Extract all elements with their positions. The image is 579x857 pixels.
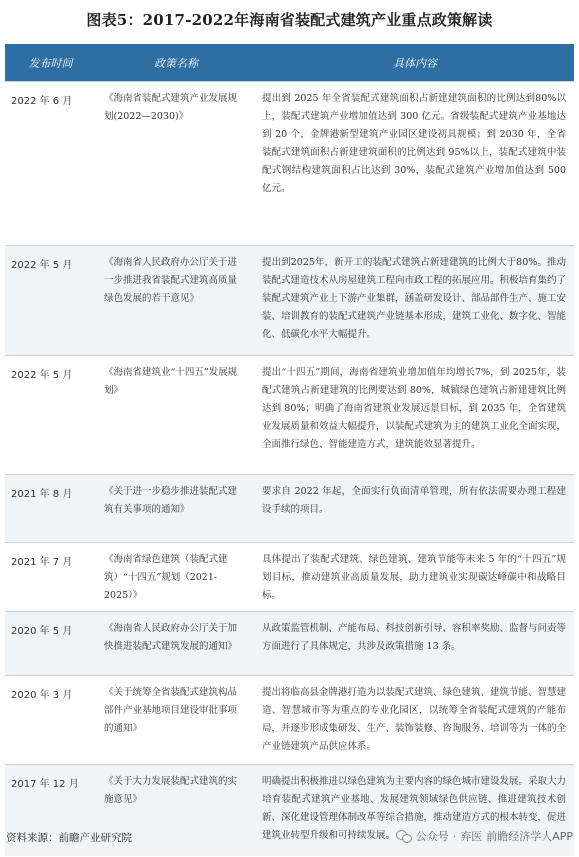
cell-policy-name: 《海南省人民政府办公厅关于进一步推进我省装配式建筑高质量绿色发展的若干意见》: [104, 257, 238, 304]
cell-date: 2022 年 5 月: [11, 260, 73, 271]
cell-date: 2017 年 12 月: [11, 779, 79, 790]
cell-date: 2022 年 6 月: [11, 96, 73, 107]
account-label: 弃医: [460, 830, 483, 843]
cell-content: 明确提出积极推进以绿色建筑为主要内容的绿色城市建设发展。采取大力培育装配式建筑产业基地、发展建筑领域绿色供应链、推进建筑技术创新、深化建设管理体制改革等综合措施，推动建造方式的根本转变，促进建筑业转型升级和可持续发展。: [262, 776, 567, 841]
source-note: 资料来源：前瞻产业研究院: [6, 832, 132, 844]
separator-dot: ·: [452, 829, 457, 843]
cell-content: 要求自 2022 年起，全面实行负面清单管理，所有依法需要办理工程建设手续的项目。: [262, 486, 566, 515]
cell-content: 提出“十四五”期间，海南省建筑业增加值年均增长7%，到 2025年，装配式建筑占新建建筑的比例要达到 80%，城镇绿色建筑占新建建筑比例达到 80%；明确了海南省建筑业发展远景目标，到 2035 年，全省建筑业发展质量和效益大幅提升，以装配式建筑为主的建筑工业化全面实现，全面推行绿色、智能建造方式，建筑能效显著提升。: [262, 367, 567, 450]
header-content: 具体内容: [393, 56, 437, 70]
table-row: [5, 81, 574, 245]
brand-label: 前瞻经济学人APP: [486, 830, 573, 843]
header-policy-name: 政策名称: [154, 56, 198, 70]
table-row: [5, 611, 574, 675]
cell-content: 从政策监管机制、产能布局、科技创新引导、容积率奖励、监督与问责等方面进行了具体规定，共涉及政策措施 13 条。: [262, 623, 567, 652]
cell-date: 2021 年 7 月: [11, 557, 73, 568]
wechat-icon: [396, 830, 412, 843]
cell-policy-name: 《海南省绿色建筑（装配式建筑）“十四五”规划（2021-2025）》: [104, 554, 228, 601]
page-title: 图表5：2017-2022年海南省装配式建筑产业重点政策解读: [86, 11, 493, 29]
cell-policy-name: 《海南省人民政府办公厅关于加快推进装配式建筑发展的通知》: [104, 623, 238, 652]
cell-content: 提出将临高县金牌港打造为以装配式建筑、绿色建筑、建筑节能、智慧建造、智慧城市等为重点的专业化园区，以统筹全省装配式建筑的产能布局，并逐步形成集研发、生产、装饰装修、咨询服务、培训等为一体的全产业链建筑产品供应体系。: [262, 687, 567, 752]
cell-date: 2020 年 5 月: [11, 626, 73, 637]
cell-content: 提出到 2025 年全省装配式建筑面积占新建建筑面积的比例达到80%以上，装配式建筑产业增加值达到 300 亿元。省级装配式建筑产业基地达到 20 个，金牌港新型建筑产业园区建设初具规模；到 2030 年，全省装配式建筑面积占新建建筑面积的比例达到 95%以上，装配式建筑中装配式钢结构建筑面积占比达到 30%，装配式建筑产业增加值达到 500 亿元。: [262, 93, 566, 194]
brand-watermark: [396, 828, 573, 844]
header-date: 发布时间: [28, 56, 73, 70]
table-header: [5, 44, 574, 81]
cell-policy-name: 《关于进一步稳步推进装配式建筑有关事项的通知》: [104, 486, 238, 515]
cell-policy-name: 《海南省装配式建筑产业发展规划(2022—2030)》: [104, 93, 238, 122]
cell-date: 2021 年 8 月: [11, 489, 73, 500]
table-row: [5, 245, 574, 355]
table-row: [5, 474, 574, 542]
channel-label: 公众号: [415, 830, 449, 843]
cell-policy-name: 《海南省建筑业“十四五”发展规划》: [104, 367, 238, 396]
cell-policy-name: 《关于大力发展装配式建筑的实施意见》: [104, 776, 238, 805]
table-row: [5, 355, 574, 474]
cell-date: 2020 年 3 月: [11, 690, 73, 701]
cell-content: 具体提出了装配式建筑、绿色建筑、建筑节能等未来 5 年的“十四五”规划目标，推动建筑业高质量发展，助力建筑业实现碳达峰碳中和战略目标。: [262, 554, 566, 601]
table-row: [5, 542, 574, 611]
cell-policy-name: 《关于统筹全省装配式建筑构品部件产业基地项目建设审批事项的通知》: [104, 687, 238, 734]
cell-content: 提出到2025年，新开工的装配式建筑占新建建筑的比例大于80%。推动装配式建造技术从房屋建筑工程向市政工程的拓展应用。积极培育集约了装配式建筑产业上下游产业集群，涵盖研发设计、部品部件生产、施工安装、培训教育的装配式建筑产业链基本形成，建筑工业化、数字化、智能化、低碳化水平大幅提升。: [262, 257, 567, 340]
cell-date: 2022 年 5 月: [11, 370, 73, 381]
table-row: [5, 675, 574, 764]
